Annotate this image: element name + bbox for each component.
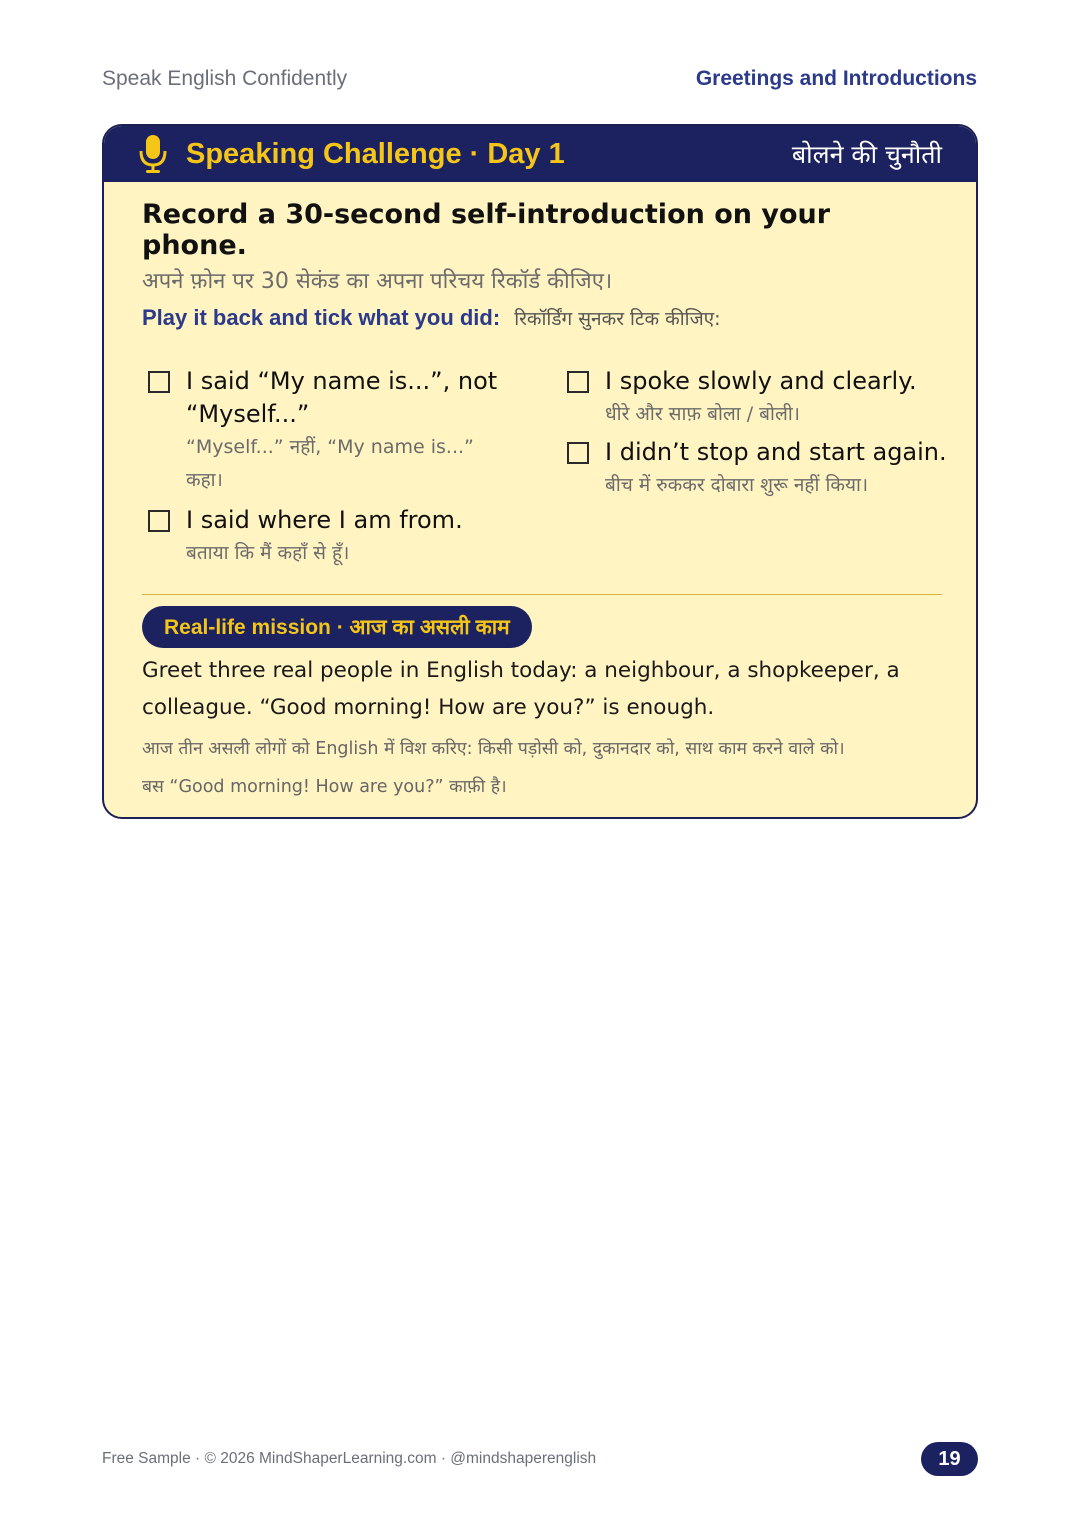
checklist-item-hindi: धीरे और साफ़ बोला / बोली। (605, 403, 800, 425)
self-check-list (104, 331, 976, 591)
checkbox[interactable] (148, 371, 170, 393)
checklist-item-label: I didn’t stop and start again. (605, 438, 947, 466)
speaking-challenge-card (102, 124, 978, 819)
mission-text-line: Greet three real people in English today: a neighbour, a shopkeeper, a (142, 658, 900, 683)
checkbox[interactable] (148, 510, 170, 532)
checklist-item[interactable] (567, 365, 917, 431)
checklist-item-label: I spoke slowly and clearly. (605, 367, 917, 395)
task-instruction: Record a 30-second self-introduction on your phone. (142, 199, 831, 261)
mission-text-line: colleague. “Good morning! How are you?” is enough. (142, 695, 715, 720)
checklist-item-label: I said where I am from. (186, 506, 463, 534)
checklist-item[interactable] (148, 504, 463, 570)
real-life-mission-badge: Real-life mission · आज का असली काम (142, 606, 532, 648)
checklist-item-hindi: “Myself...” नहीं, “My name is...” (186, 436, 474, 458)
section-divider (142, 594, 942, 595)
checklist-item[interactable] (567, 436, 947, 502)
running-head-chapter-title: Greetings and Introductions (695, 67, 977, 90)
checklist-item-hindi: कहा। (186, 469, 223, 491)
card-header (104, 126, 976, 182)
checklist-item-hindi: बताया कि मैं कहाँ से हूँ। (186, 542, 350, 564)
checklist-item[interactable] (148, 365, 497, 497)
page-number-badge: 19 (921, 1442, 978, 1476)
card-title: Speaking Challenge · Day 1 (186, 137, 565, 170)
card-body (104, 199, 976, 331)
playback-prompt-english: Play it back and tick what you did: (142, 305, 501, 330)
running-head-book-title: Speak English Confidently (102, 67, 348, 90)
mission-text-hindi (142, 730, 962, 806)
task-instruction-hindi: अपने फ़ोन पर 30 सेकंड का अपना परिचय रिकॉर्ड कीजिए। (142, 269, 613, 294)
mission-text-english (142, 652, 942, 726)
checkbox[interactable] (567, 442, 589, 464)
playback-prompt-hindi: रिकॉर्डिंग सुनकर टिक कीजिए: (514, 308, 721, 330)
checklist-item-label: I said “My name is...”, not (186, 367, 498, 395)
footer-copyright: Free Sample · © 2026 MindShaperLearning.com · @mindshaperenglish (102, 1450, 597, 1467)
checkbox[interactable] (567, 371, 589, 393)
checklist-item-label: “Myself...” (186, 400, 310, 428)
card-title-hindi: बोलने की चुनौती (791, 140, 942, 169)
playback-prompt (142, 305, 942, 331)
checklist-item-hindi: बीच में रुककर दोबारा शुरू नहीं किया। (605, 474, 869, 496)
microphone-icon (138, 134, 168, 174)
mission-text-hindi-line: बस “Good morning! How are you?” काफ़ी है। (142, 777, 507, 797)
mission-text-hindi-line: आज तीन असली लोगों को English में विश करिए: किसी पड़ोसी को, दुकानदार को, साथ काम करने वाले को। (142, 739, 845, 759)
